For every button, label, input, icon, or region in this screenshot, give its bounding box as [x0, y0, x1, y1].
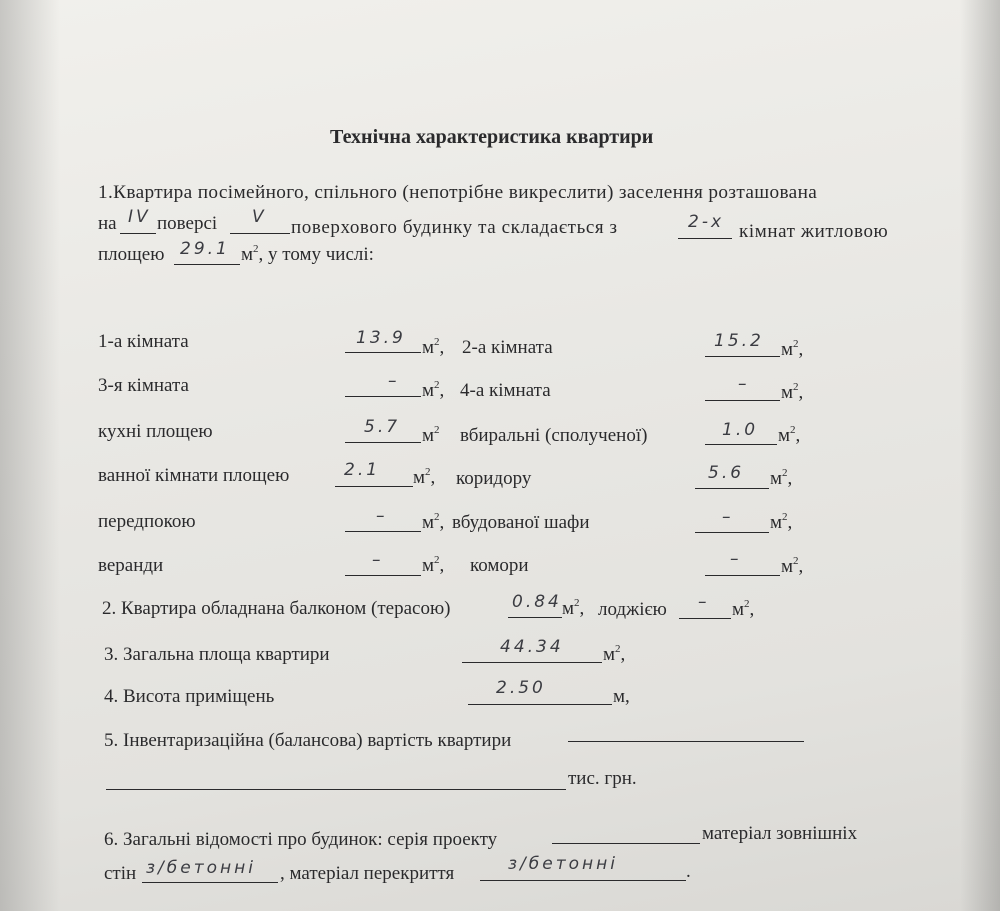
- unit-m2: $м^2$,: [422, 554, 445, 576]
- room-value: –: [388, 371, 400, 391]
- unit-m2: $м^2$,: [781, 338, 804, 360]
- total-area-blank: [462, 662, 602, 663]
- room-value: –: [722, 507, 734, 527]
- page-shadow-left: [0, 0, 60, 911]
- room-value: –: [738, 374, 750, 394]
- floor-value: IV: [128, 207, 151, 227]
- item4-label: 4. Висота приміщень: [104, 686, 275, 707]
- walls-label: матеріал зовнішніх: [702, 823, 858, 844]
- item3-label: 3. Загальна площа квартири: [104, 644, 330, 665]
- room-blank: [695, 488, 769, 489]
- room-blank: [345, 442, 421, 443]
- loggia-value: –: [698, 592, 710, 612]
- room-label: 3-я кімната: [98, 375, 189, 396]
- room-label: кухні площею: [98, 421, 213, 442]
- living-area-blank: [174, 264, 240, 265]
- unit-m2: $м^2$: [422, 424, 440, 446]
- floors-value: V: [252, 207, 267, 227]
- document-title: Технічна характеристика квартири: [330, 126, 654, 148]
- room-blank: [345, 531, 421, 532]
- walls-value: з/бетонні: [146, 858, 256, 878]
- end-period: .: [686, 861, 691, 882]
- item6-label: 6. Загальні відомості про будинок: серія проекту: [104, 829, 498, 850]
- room-label: вбиральні (сполученої): [460, 425, 648, 446]
- intro-na: на: [98, 213, 117, 234]
- unit-m2: $м^2$,: [413, 466, 436, 488]
- room-blank: [695, 532, 769, 533]
- value-blank-2: [106, 789, 566, 790]
- floors-material-value: з/бетонні: [508, 854, 618, 874]
- room-value: –: [730, 549, 742, 569]
- room-label: 1-а кімната: [98, 331, 189, 352]
- room-label: 2-а кімната: [462, 337, 553, 358]
- total-area-value: 44.34: [500, 637, 564, 657]
- unit-m2: $м^2$,: [422, 511, 445, 533]
- room-value: 5.6: [708, 463, 745, 483]
- rooms-value: 2-х: [688, 212, 725, 232]
- intro-ploshcheyu: площею: [98, 244, 165, 265]
- room-label: комори: [470, 555, 529, 576]
- unit-m2: $м^2$,: [770, 467, 793, 489]
- room-blank: [335, 486, 413, 487]
- loggia-label: лоджією: [598, 599, 667, 620]
- unit-m2: $м^2$,: [422, 379, 445, 401]
- value-blank: [568, 741, 804, 742]
- height-blank: [468, 704, 612, 705]
- item5-label: 5. Інвентаризаційна (балансова) вартість квартири: [104, 730, 512, 751]
- unit-m2: $м^2$,: [770, 511, 793, 533]
- loggia-blank: [679, 618, 731, 619]
- room-blank: [705, 356, 780, 357]
- item2-label: 2. Квартира обладнана балконом (терасою): [102, 598, 451, 619]
- balcony-blank: [508, 617, 562, 618]
- floors-material-blank: [480, 880, 686, 881]
- room-value: 13.9: [356, 328, 406, 348]
- unit-m2: $м^2$,: [781, 381, 804, 403]
- room-blank: [705, 575, 780, 576]
- room-value: 1.0: [722, 420, 759, 440]
- unit-m2: $м^2$,: [781, 555, 804, 577]
- room-value: 5.7: [364, 417, 401, 437]
- unit-m2: $м^2$,: [422, 336, 445, 358]
- intro-line-3-end: $м^2$, у тому числі:: [241, 243, 374, 265]
- room-label: 4-а кімната: [460, 380, 551, 401]
- room-label: вбудованої шафи: [452, 512, 590, 533]
- room-value: –: [372, 550, 384, 570]
- floors-blank: [230, 233, 290, 234]
- room-blank: [345, 352, 421, 353]
- intro-line-1: 1.Квартира посімейного, спільного (непотрібне викреслити) заселення розташована: [98, 182, 818, 203]
- unit-m2: $м^2$,: [732, 598, 755, 620]
- living-area-value: 29.1: [180, 239, 230, 259]
- project-series-blank: [552, 843, 700, 844]
- balcony-value: 0.84: [512, 592, 562, 612]
- intro-line-2-end: кімнат житловою: [739, 221, 889, 242]
- room-label: веранди: [98, 555, 164, 576]
- room-blank: [705, 400, 780, 401]
- stin-label: стін: [104, 863, 137, 884]
- room-value: –: [376, 506, 388, 526]
- room-value: 15.2: [714, 331, 764, 351]
- room-blank: [345, 396, 421, 397]
- floors-material-label: , матеріал перекриття: [280, 863, 455, 884]
- room-value: 2.1: [344, 460, 381, 480]
- unit-m2: $м^2$,: [562, 597, 585, 619]
- intro-poversi: поверсі: [157, 213, 218, 234]
- height-value: 2.50: [496, 678, 546, 698]
- room-label: ванної кімнати площею: [98, 465, 290, 486]
- unit-m2: $м^2$,: [778, 424, 801, 446]
- page-shadow-right: [960, 0, 1000, 911]
- room-label: передпокою: [98, 511, 196, 532]
- rooms-blank: [678, 238, 732, 239]
- unit-m: м,: [613, 686, 630, 707]
- intro-line-2-mid: поверхового будинку та складається з: [291, 217, 618, 238]
- unit-m2: $м^2$,: [603, 643, 626, 665]
- floor-blank: [120, 233, 156, 234]
- currency-label: тис. грн.: [568, 768, 637, 789]
- room-label: коридору: [456, 468, 532, 489]
- room-blank: [345, 575, 421, 576]
- room-blank: [705, 444, 777, 445]
- walls-blank: [142, 882, 278, 883]
